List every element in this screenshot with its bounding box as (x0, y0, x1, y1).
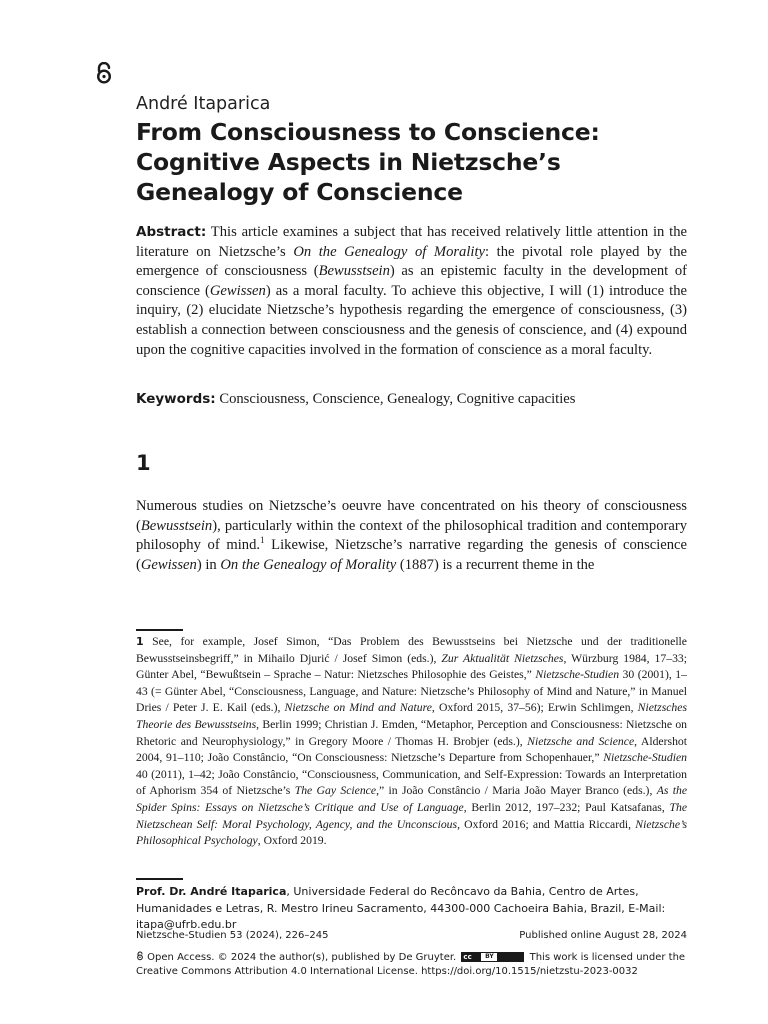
footnote-cited-title: Nietzsche’s Philosophical Psychology (136, 817, 688, 848)
footnote-divider (136, 629, 183, 631)
affiliation-name: Prof. Dr. André Itaparica (136, 885, 287, 898)
footnote-cited-title: Nietzsche-Studien (603, 751, 687, 765)
footnote-cited-title: Nietzsches Theorie des Bewusstseins (136, 701, 688, 731)
open-access-icon (94, 62, 114, 84)
footnote-text: 30 (2001), 1–43 (= Günter Abel, “Consciousness, Language, and Nature: Nietzsche’s Philosophy of Mind and Nature,” in Manuel Dries / Peter J. E. Kail (eds.), (136, 668, 687, 715)
footnote-number: 1 (136, 635, 144, 648)
footnote-text: , Aldershot 2004, 91–110; João Constâncio, “On Consciousness: Nietzsche’s Departure from Schopenhauer,” (136, 734, 687, 765)
open-access-small-icon (136, 951, 144, 961)
author-affiliation: Prof. Dr. André Itaparica, Universidade Federal do Recôncavo da Bahia, Centro de Artes, Humanidades e Letras, R. Mestro Irineu Sacramento, 44300-000 Cachoeira Bahia, Brazil, E-Mail: itapa@ufrb.edu.br (136, 885, 666, 931)
cc-by-license-badge[interactable] (461, 952, 524, 962)
footnote-text: , Würzburg 1984, 17–33; Günter Abel, “Bewußtsein – Sprache – Natur: Nietzsches Philosophie des Geistes,” (136, 651, 687, 682)
keywords-label: Keywords: (136, 391, 216, 407)
footnote-cited-title: Nietzsche on Mind and Nature (284, 701, 432, 715)
footnote-text: See, for example, Josef Simon, “Das Problem des Bewusstseins bei Nietzsche und der traditionelle Bewusstseinsbegriff,” in Mihailo Djurić / Josef Simon (eds.), (136, 635, 687, 665)
journal-citation: Nietzsche-Studien 53 (2024), 226–245 (136, 930, 329, 941)
footnote-cited-title: Nietzsche and Science (527, 734, 635, 748)
footnote-text: , Berlin 2012, 197–232; Paul Katsafanas, (463, 800, 670, 814)
footnote-cited-title: As the Spider Spins: Essays on Nietzsche’s Critique and Use of Language (136, 784, 688, 814)
body-paragraph: Numerous studies on Nietzsche’s oeuvre have concentrated on his theory of consciousness (Bewusstsein), particularly within the context of the philosophical tradition and contemporary philosophy of mind.$^1$ Likewise, Nietzsche’s narrative regarding the genesis of conscience (Gewissen) in On the Genealogy of Morality (1887) is a recurrent theme in the (136, 498, 688, 573)
abstract: Abstract: This article examines a subject that has received relatively little attention in the literature on Nietzsche’s On the Genealogy of Morality: the pivotal role played by the emergence of consciousness (Bewusstsein) as an epistemic faculty in the development of conscience (Gewissen) as a moral faculty. To achieve this objective, I will (1) introduce the inquiry, (2) elucidate Nietzsche’s hypothesis regarding the emergence of consciousness, (3) establish a connection between consciousness and the genesis of conscience, and (4) expound upon the cognitive capacities involved in the formation of conscience as a moral faculty. (136, 224, 687, 358)
cc-by-label: BY (481, 953, 497, 961)
footnote-cited-title: The Gay Science (294, 784, 377, 798)
footnote (136, 634, 687, 850)
license-notice: Open Access. © 2024 the author(s), published by De Gruyter. cc BY This work is licensed under the Creative Commons Attribution 4.0 International License. https://doi.org/10.1515/nietzstu-2023-0032 (136, 952, 686, 977)
footnote-cited-title: Nietzsche-Studien (535, 668, 620, 682)
footnote-text: , Berlin 1999; Christian J. Emden, “Metaphor, Perception and Consciousness: Nietzsche on Rhetoric and Neurophysiology,” in Gregory Moore / Thomas H. Brobjer (eds.), (136, 717, 688, 748)
creative-commons-icon: cc (463, 953, 472, 961)
footnote-cited-title: Zur Aktualität Nietzsches (441, 651, 564, 665)
footnote-text: ,” in João Constâncio / Maria João Mayer Branco (eds.), (376, 784, 657, 798)
author-name: André Itaparica (136, 94, 271, 114)
affiliation-divider (136, 878, 183, 880)
publication-date: Published online August 28, 2024 (519, 930, 687, 941)
footnote-text: , Oxford 2019. (257, 834, 327, 848)
abstract-label: Abstract: (136, 224, 207, 240)
footnote-reference[interactable]: 1 (260, 535, 265, 546)
footnote-text: , Oxford 2016; and Mattia Riccardi, (457, 817, 636, 831)
article-title: From Consciousness to Conscience: Cognitive Aspects in Nietzsche’s Genealogy of Conscience (136, 118, 600, 206)
footnote-text: , Oxford 2015, 37–56); Erwin Schlimgen, (431, 701, 638, 715)
keywords: Keywords: Consciousness, Conscience, Genealogy, Cognitive capacities (136, 391, 576, 407)
footnote-text: 40 (2011), 1–42; João Constâncio, “Consciousness, Communication, and Self-Expression: Towards an Interpretation of Aphorism 354 of Nietzsche’s (136, 767, 687, 798)
section-heading: 1 (136, 451, 151, 475)
footnote-cited-title: The Nietzschean Self: Moral Psychology, Agency, and the Unconscious (136, 800, 687, 831)
